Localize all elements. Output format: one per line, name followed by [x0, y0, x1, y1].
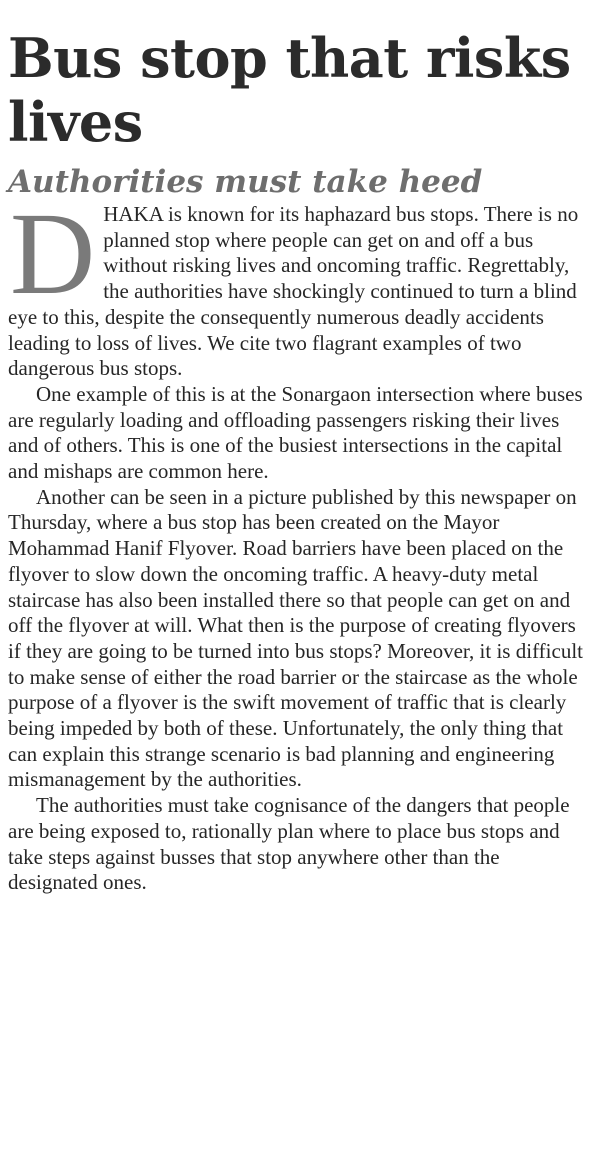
drop-cap: D: [10, 188, 96, 319]
headline: Bus stop that risks lives: [8, 26, 571, 154]
paragraph-1-text: HAKA is known for its haphazard bus stops. There is no planned stop where people can get on and off a bus without risking lives and oncoming traffic. Regrettably, the authorities have shockingly continued to turn a blind eye to this, despite the consequently numerous deadly accidents leading to loss of lives. We cite two flagrant examples of two dangerous bus stops.: [8, 202, 579, 381]
editorial-article: [8, 10, 590, 896]
paragraph-3: Another can be seen in a picture published by this newspaper on Thursday, where a bus stop has been created on the Mayor Mohammad Hanif Flyover. Road barriers have been placed on the flyover to slow down the oncoming traffic. A heavy-duty metal staircase has also been installed there so that people can get on and off the flyover at will. What then is the purpose of creating flyovers if they are going to be turned into bus stops? Moreover, it is difficult to make sense of either the road barrier or the staircase as the whole purpose of a flyover is the swift movement of traffic that is clearly being impeded by both of these. Unfortunately, the only thing that can explain this strange scenario is bad planning and engineering mismanagement by the authorities.: [8, 484, 583, 792]
paragraph-4: The authorities must take cognisance of the dangers that people are being exposed to, rationally plan where to place bus stops and take steps against busses that stop anywhere other than the designated ones.: [8, 793, 570, 895]
subheadline: Authorities must take heed: [8, 164, 483, 200]
paragraph-1: [8, 188, 590, 382]
paragraph-2: One example of this is at the Sonargaon intersection where buses are regularly loading and offloading passengers risking their lives and of others. This is one of the busiest intersections in the capital and mishaps are common here.: [8, 381, 583, 484]
article-body: [8, 188, 590, 896]
